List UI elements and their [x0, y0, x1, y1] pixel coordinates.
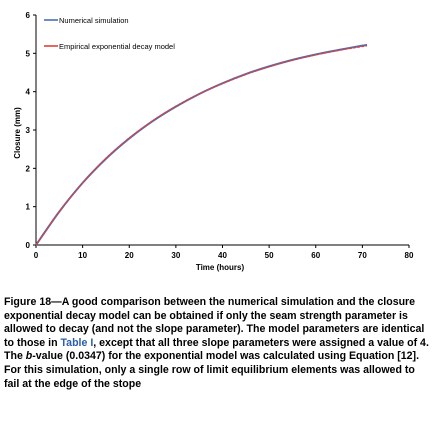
- y-tick-label: 3: [25, 126, 30, 135]
- caption-text-3: -value (0.0347) for the exponential model was calculated using Equation [12]. For this simulation, only a single row of limit equilibrium elements was allowed to fail at the edge of the stope: [4, 350, 420, 390]
- x-tick-label: 60: [311, 251, 321, 260]
- legend-label-numerical-simulation: Numerical simulation: [59, 16, 129, 25]
- x-tick-label: 30: [171, 251, 181, 260]
- x-tick-label: 10: [78, 251, 88, 260]
- chart-series-layer: [36, 45, 367, 245]
- caption-text-1: Figure 18—A good comparison between the numerical simulation and the closure exponential decay model can be obtained if only the seam strength parameter is allowed to decay (and not the slope parameter). The model parameters are identical to those in: [4, 296, 425, 349]
- x-tick-label: 50: [264, 251, 274, 260]
- y-tick-label: 4: [25, 87, 30, 97]
- series-line-empirical-model: [36, 46, 367, 245]
- caption-table-link[interactable]: Table I: [60, 336, 94, 349]
- x-tick-label: 20: [124, 251, 134, 260]
- x-tick-label: 80: [404, 251, 414, 260]
- y-axis-title: Closure (mm): [13, 107, 22, 159]
- y-tick-label: 5: [25, 49, 30, 59]
- chart-legend: [44, 16, 175, 51]
- x-axis-title: Time (hours): [195, 263, 245, 272]
- caption-text-2: , except that all three slope parameters were assigned a value of 4. The: [4, 336, 429, 363]
- y-tick-label: 6: [25, 11, 30, 20]
- y-tick-label: 2: [25, 164, 30, 174]
- x-tick-label: 40: [218, 251, 227, 260]
- y-tick-label: 0: [25, 241, 30, 250]
- y-tick-label: 1: [25, 202, 30, 212]
- x-tick-label: 0: [33, 251, 39, 260]
- figure-caption: [4, 296, 432, 391]
- x-tick-label: 70: [357, 251, 367, 260]
- series-line-numerical-simulation: [36, 45, 367, 245]
- caption-b-italic: b: [25, 350, 33, 363]
- legend-label-empirical-model: Empirical exponential decay model: [59, 42, 175, 51]
